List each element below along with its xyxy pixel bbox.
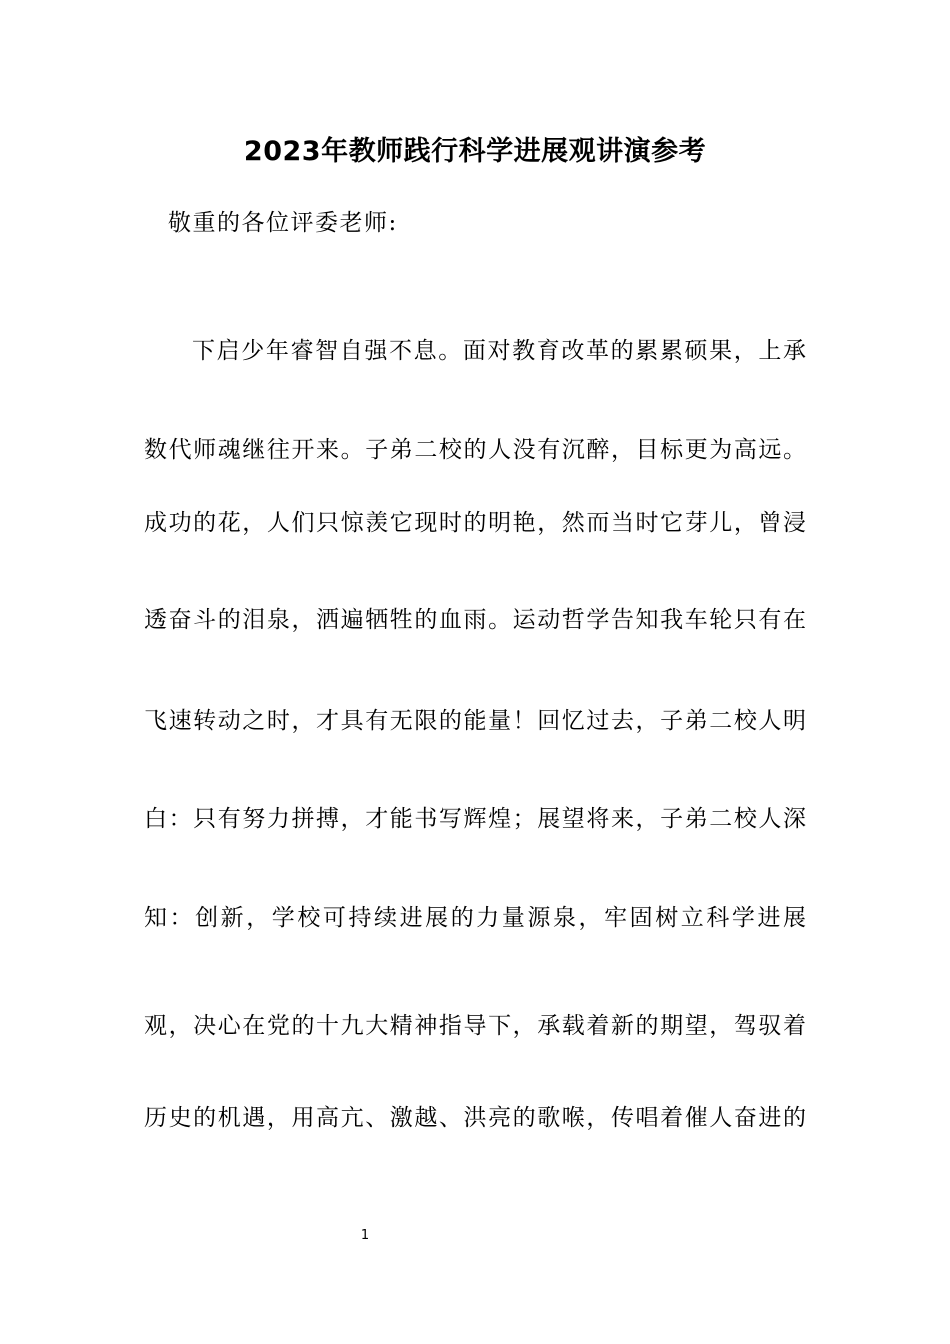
paragraph-line: 白：只有努力拼搏，才能书写辉煌；展望将来，子弟二校人深: [144, 806, 806, 832]
paragraph-line: 透奋斗的泪泉，洒遍牺牲的血雨。运动哲学告知我车轮只有在: [144, 607, 806, 633]
document-title: 2023年教师践行科学进展观讲演参考: [243, 136, 707, 167]
paragraph-line: 飞速转动之时，才具有无限的能量！回忆过去，子弟二校人明: [144, 708, 806, 734]
paragraph-line: 知：创新，学校可持续进展的力量源泉，牢固树立科学进展: [144, 905, 806, 931]
page-number: 1: [360, 1228, 370, 1243]
paragraph-line: 观，决心在党的十九大精神指导下，承载着新的期望，驾驭着: [144, 1013, 806, 1039]
paragraph-line: 下启少年睿智自强不息。面对教育改革的累累硕果，上承: [192, 338, 806, 364]
salutation: 敬重的各位评委老师:: [168, 210, 398, 236]
paragraph-line: 数代师魂继往开来。子弟二校的人没有沉醉，目标更为高远。: [144, 437, 806, 463]
paragraph-line: 历史的机遇，用高亢、激越、洪亮的歌喉，传唱着催人奋进的: [144, 1105, 806, 1131]
paragraph-line: 成功的花，人们只惊羡它现时的明艳，然而当时它芽儿，曾浸: [144, 510, 806, 536]
